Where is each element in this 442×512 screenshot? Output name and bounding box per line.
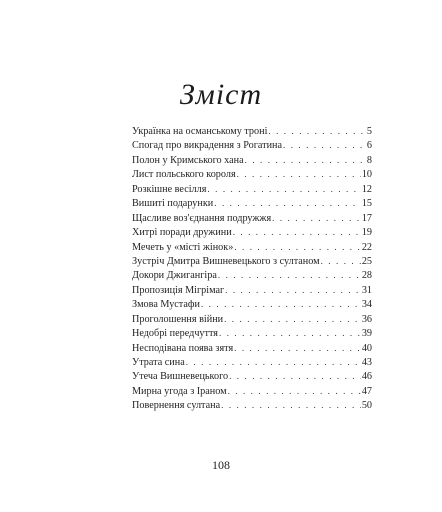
toc-entry-page: 39 — [361, 328, 372, 340]
toc-entry-title: Докори Джигангіра — [132, 270, 217, 282]
toc-entry-page: 34 — [361, 299, 372, 311]
dot-leader — [219, 326, 361, 340]
dot-leader — [237, 167, 361, 181]
toc-entry — [132, 254, 372, 268]
toc-entry-page: 28 — [361, 270, 372, 282]
toc-entry-page: 43 — [361, 357, 372, 368]
toc-entry — [132, 326, 372, 340]
toc-entry — [132, 268, 372, 282]
dot-leader — [221, 398, 361, 412]
dot-leader — [283, 138, 366, 152]
toc-entry-page: 5 — [366, 126, 372, 137]
toc-entry-title: Розкішне весілля — [132, 183, 207, 195]
toc-entry-title: Повернення султана — [132, 400, 221, 412]
toc-entry-page: 12 — [361, 183, 372, 195]
toc-entry-page: 15 — [361, 198, 372, 210]
toc-entry — [132, 196, 372, 210]
toc-entry-title: Українка на османському троні — [132, 126, 268, 137]
dot-leader — [201, 297, 361, 311]
toc-entry-page: 17 — [361, 212, 372, 224]
toc-entry-page: 8 — [366, 154, 372, 166]
toc-entry — [132, 240, 372, 254]
toc-entry-title: Полон у Кримського хана — [132, 154, 244, 166]
toc-entry — [132, 312, 372, 326]
toc-entry-title: Недобрі передчуття — [132, 328, 218, 340]
toc-entry-title: Спогад про викрадення з Рогатина — [132, 140, 283, 152]
toc-entry — [132, 384, 372, 398]
toc-entry — [132, 124, 372, 138]
dot-leader — [214, 196, 361, 210]
toc-entry-title: Хитрі поради дружини — [132, 227, 232, 239]
toc-entry — [132, 398, 372, 412]
toc-entry-page: 47 — [361, 385, 372, 397]
toc-entry — [132, 225, 372, 239]
dot-leader — [272, 211, 361, 225]
toc-entry — [132, 355, 372, 369]
toc-entry-title: Пропозиція Мігрімаг — [132, 284, 225, 296]
toc-entry — [132, 153, 372, 167]
toc-entry — [132, 211, 372, 225]
toc-entry — [132, 341, 372, 355]
page-title: Зміст — [179, 78, 263, 111]
toc-entry-page: 25 — [361, 255, 372, 267]
toc-entry — [132, 182, 372, 196]
toc-entry-title: Утеча Вишневецького — [132, 371, 229, 383]
toc-entry-title: Вишиті подарунки — [132, 198, 214, 210]
toc-entry — [132, 297, 372, 311]
dot-leader — [234, 341, 361, 355]
dot-leader — [224, 312, 361, 326]
dot-leader — [218, 268, 361, 282]
dot-leader — [245, 153, 366, 167]
toc-entry — [132, 167, 372, 181]
toc-entry — [132, 369, 372, 383]
toc-entry-title: Утрата сина — [132, 357, 185, 368]
toc-entry-page: 10 — [361, 169, 372, 181]
toc-entry — [132, 138, 372, 152]
toc-entry-page: 6 — [366, 140, 372, 152]
dot-leader — [229, 369, 361, 383]
table-of-contents — [132, 124, 372, 413]
dot-leader — [225, 283, 361, 297]
toc-entry-page: 31 — [361, 284, 372, 296]
toc-entry-title: Зустріч Дмитра Вишневецького з султаном — [132, 255, 320, 267]
toc-entry-page: 50 — [361, 400, 372, 412]
dot-leader — [207, 182, 360, 196]
dot-leader — [233, 225, 361, 239]
toc-entry-title: Мирна угода з Іраном — [132, 385, 227, 397]
toc-entry-title: Проголошення війни — [132, 313, 224, 325]
toc-entry-title: Змова Мустафи — [132, 299, 200, 311]
dot-leader — [321, 254, 361, 268]
dot-leader — [186, 355, 361, 369]
toc-entry-title: Лист польського короля — [132, 169, 236, 181]
toc-entry-page: 19 — [361, 227, 372, 239]
toc-entry — [132, 283, 372, 297]
toc-entry-page: 22 — [361, 241, 372, 253]
toc-entry-page: 40 — [361, 342, 372, 354]
page-number: 108 — [212, 458, 230, 472]
toc-entry-title: Мечеть у «місті жінок» — [132, 241, 234, 253]
toc-entry-title: Щасливе воз'єднання подружжя — [132, 212, 272, 224]
dot-leader — [228, 384, 361, 398]
dot-leader — [268, 124, 366, 138]
toc-entry-page: 36 — [361, 313, 372, 325]
dot-leader — [234, 240, 361, 254]
toc-entry-page: 46 — [361, 371, 372, 383]
toc-entry-title: Несподівана поява зятя — [132, 342, 234, 354]
